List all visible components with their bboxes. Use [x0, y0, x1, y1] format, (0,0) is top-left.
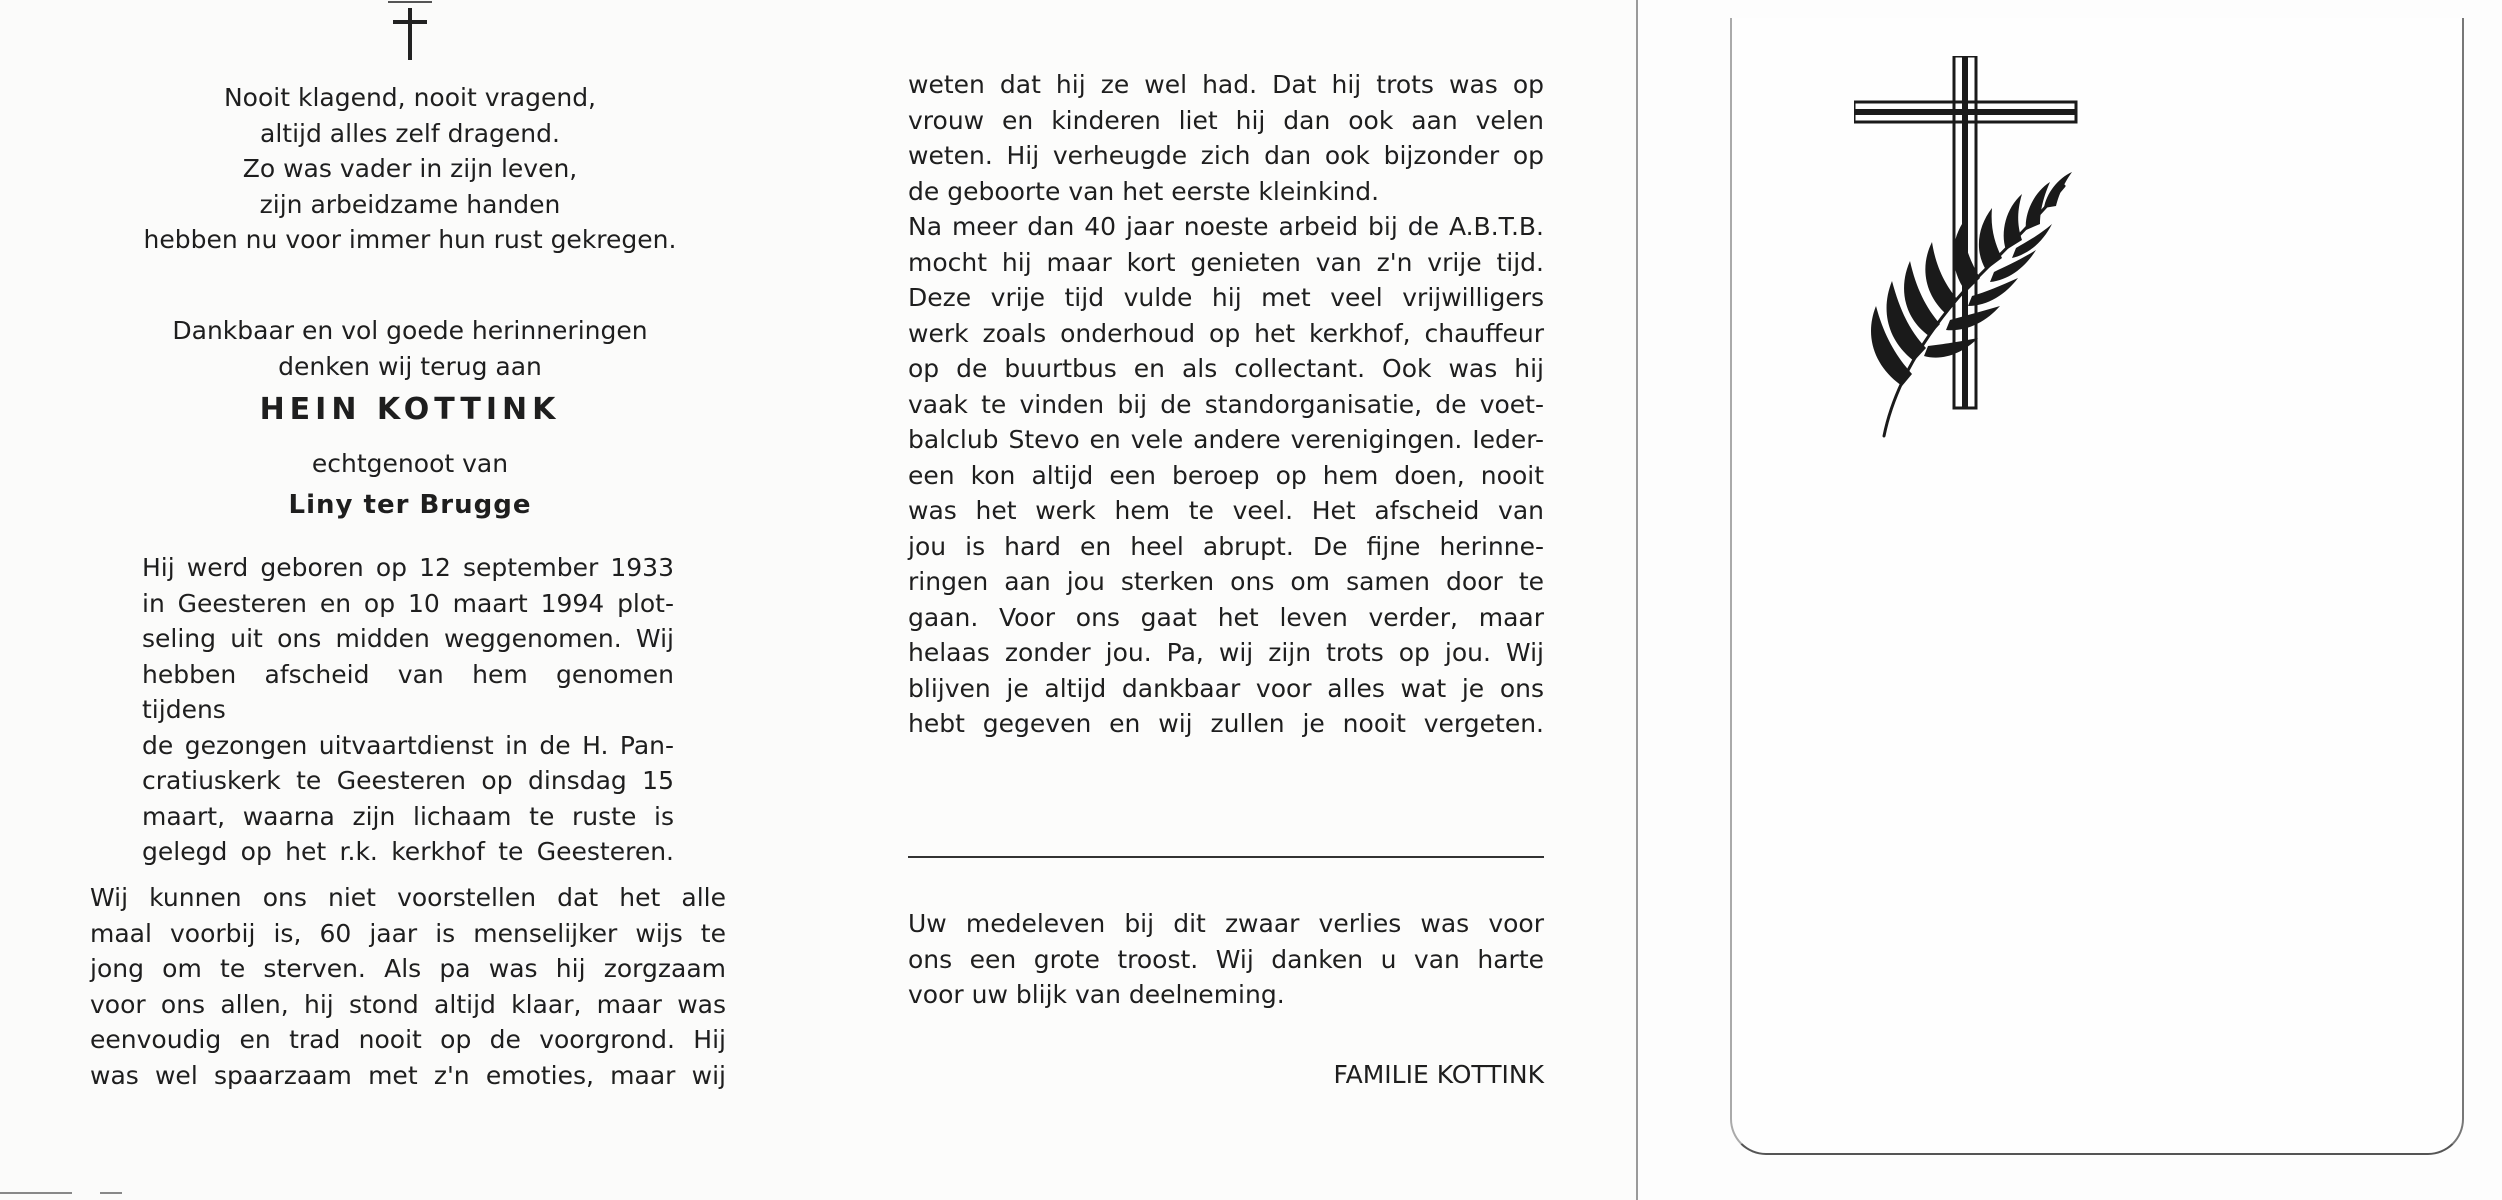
separator-rule [908, 856, 1544, 858]
tribute-line: de geboorte van het eerste kleinkind. [908, 176, 1380, 206]
cover-card [1730, 18, 2464, 1155]
bio-line: Hij werd geboren op 12 september 1933 [142, 553, 674, 582]
thanks-note [908, 906, 1544, 1013]
tribute-line: was het werk hem te veel. Het afscheid van [908, 496, 1544, 525]
bio-line: maart, waarna zijn lichaam te ruste is [142, 801, 674, 831]
edge-mark [100, 1192, 122, 1194]
tribute-line: ringen aan jou sterken ons om samen door te [908, 567, 1544, 596]
tribute-line: balclub Stevo en vele andere verenigingen. Ieder- [908, 425, 1544, 454]
deceased-name: HEIN KOTTINK [259, 392, 561, 427]
tribute-line: gaan. Voor ons gaat het leven verder, maar [908, 602, 1544, 632]
thanks-line: ons een grote troost. Wij danken u van harte [908, 944, 1544, 974]
tribute-line: maal voorbij is, 60 jaar is menselijker wijs te [90, 918, 726, 948]
tribute-line: jou is hard en heel abrupt. De fijne herinne- [908, 531, 1544, 561]
poem-line: zijn arbeidzame handen [259, 189, 561, 219]
card-page-left [0, 0, 820, 1200]
biography [142, 550, 674, 870]
small-cross-icon [388, 0, 432, 64]
poem [60, 80, 760, 258]
bio-line: in Geesteren en op 10 maart 1994 plot- [142, 588, 674, 618]
tribute-line: een kon altijd een beroep op hem doen, nooit [908, 460, 1544, 490]
intro [60, 313, 760, 384]
tribute-part-1 [90, 880, 726, 1093]
intro-line: Dankbaar en vol goede herinneringen [172, 316, 648, 345]
tribute-line: mocht hij maar kort genieten van z'n vrije tijd. [908, 247, 1544, 277]
spouse-prefix: echtgenoot van [311, 449, 509, 478]
tribute-line: helaas zonder jou. Pa, wij zijn trots op jou. Wij [908, 638, 1544, 667]
tribute-line: op de buurtbus en als collectant. Ook was hij [908, 354, 1544, 383]
cross-with-palm-icon [1854, 56, 2094, 446]
bio-line: cratiuskerk te Geesteren op dinsdag 15 [142, 766, 674, 795]
tribute-line: werk zoals onderhoud op het kerkhof, chauffeur [908, 318, 1544, 348]
bio-line: gelegd op het r.k. kerkhof te Geesteren. [142, 837, 674, 866]
bio-line: de gezongen uitvaartdienst in de H. Pan- [142, 730, 674, 760]
tribute-line: jong om te sterven. Als pa was hij zorgzaam [90, 954, 726, 983]
tribute-line: vaak te vinden bij de standorganisatie, de voet- [908, 389, 1544, 419]
poem-line: Nooit klagend, nooit vragend, [223, 83, 597, 112]
bio-line: seling uit ons midden weggenomen. Wij [142, 624, 674, 653]
bio-line: hebben afscheid van hem genomen tijdens [142, 659, 674, 724]
tribute-line: was wel spaarzaam met z'n emoties, maar wij [90, 1060, 726, 1090]
card-page-middle [820, 0, 1638, 1200]
tribute-line: vrouw en kinderen liet hij dan ook aan velen [908, 105, 1544, 135]
tribute-line: weten. Hij verheugde zich dan ook bijzonder op [908, 141, 1544, 170]
tribute-line: Wij kunnen ons niet voorstellen dat het alle [90, 883, 726, 912]
spouse-name: Liny ter Brugge [288, 490, 532, 520]
tribute-line: hebt gegeven en wij zullen je nooit vergeten. [908, 709, 1544, 738]
tribute-line: weten dat hij ze wel had. Dat hij trots was op [908, 70, 1544, 99]
tribute-line: Na meer dan 40 jaar noeste arbeid bij de A.B.T.B. [908, 212, 1544, 241]
poem-line: altijd alles zelf dragend. [260, 118, 560, 148]
tribute-line: Deze vrije tijd vulde hij met veel vrijwilligers [908, 283, 1544, 312]
edge-mark [0, 1192, 72, 1194]
intro-line: denken wij terug aan [278, 351, 542, 381]
tribute-line: blijven je altijd dankbaar voor alles wat je ons [908, 673, 1544, 703]
signature: FAMILIE KOTTINK [1333, 1060, 1544, 1089]
tribute-part-2 [908, 67, 1544, 742]
thanks-line: Uw medeleven bij dit zwaar verlies was voor [908, 909, 1544, 938]
tribute-line: voor ons allen, hij stond altijd klaar, maar was [90, 989, 726, 1019]
poem-line: hebben nu voor immer hun rust gekregen. [143, 225, 677, 254]
thanks-line: voor uw blijk van deelneming. [908, 980, 1285, 1009]
tribute-line: eenvoudig en trad nooit op de voorgrond. Hij [90, 1025, 726, 1054]
poem-line: Zo was vader in zijn leven, [242, 154, 578, 183]
